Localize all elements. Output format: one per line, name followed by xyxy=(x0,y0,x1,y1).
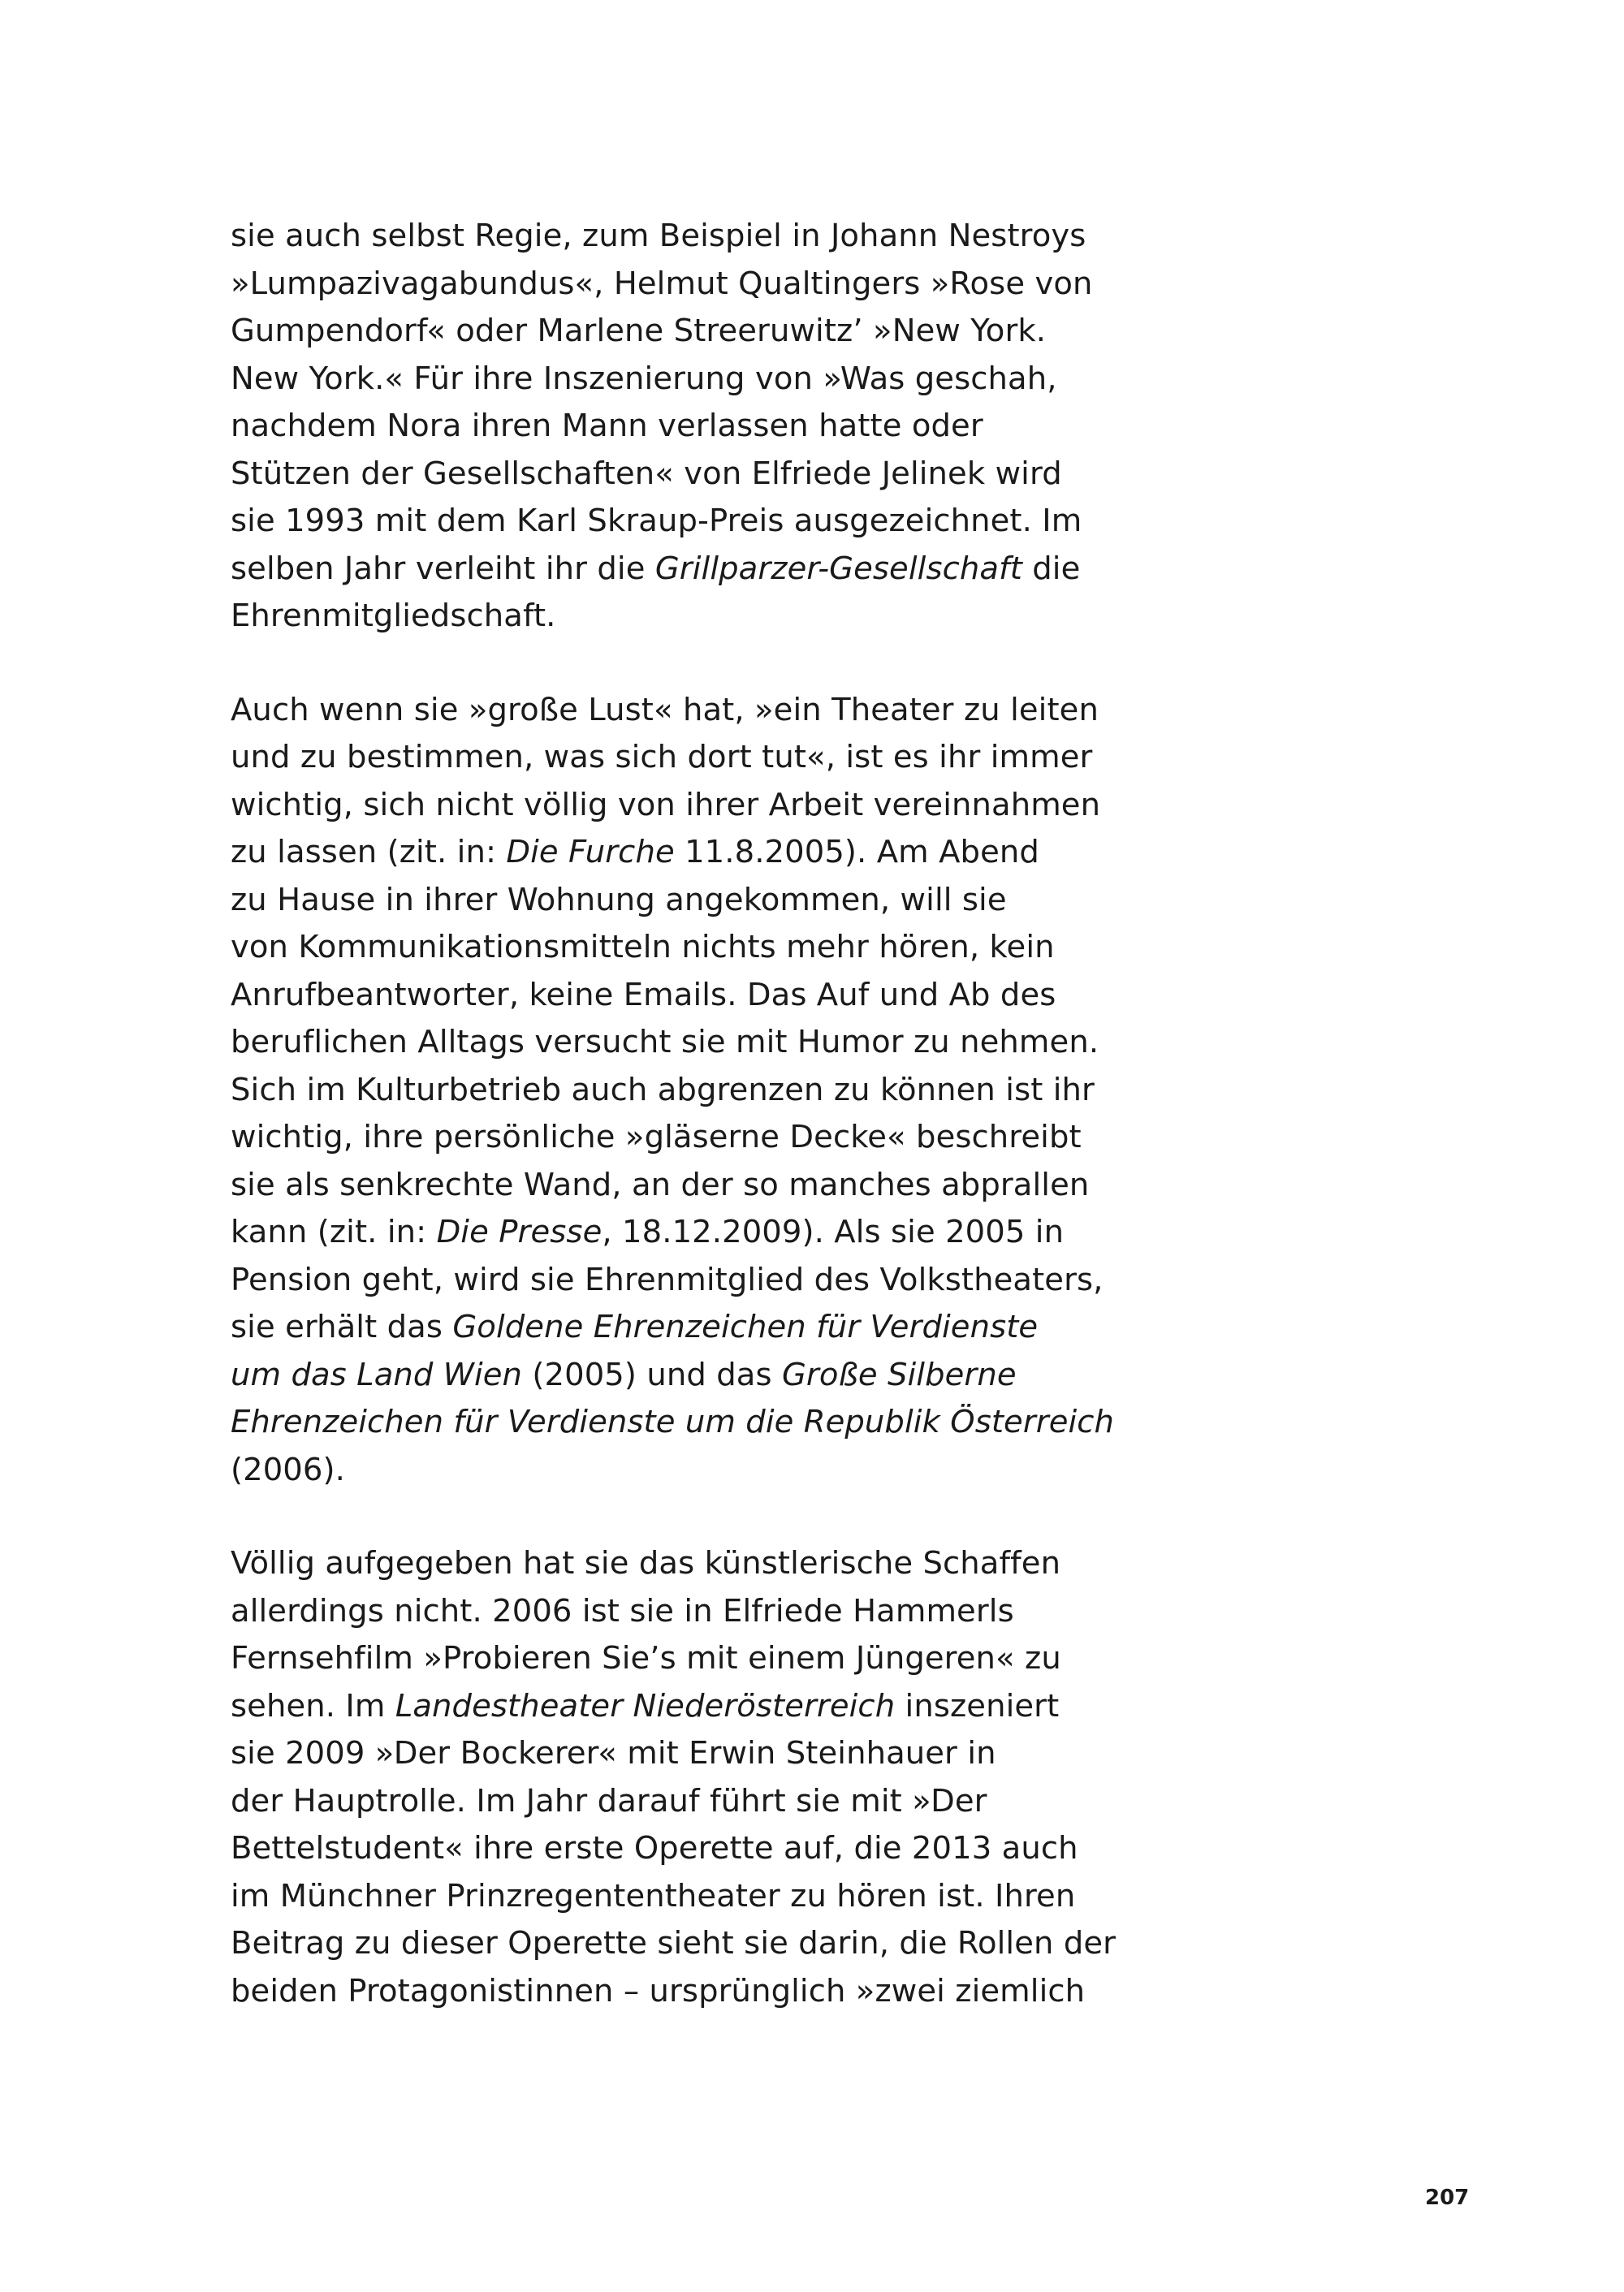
text-line xyxy=(231,1778,1173,1826)
body-text xyxy=(231,213,1173,2015)
text-line xyxy=(231,1019,1173,1067)
text-line xyxy=(231,1635,1173,1683)
italic-text-run: Ehrenzeichen für Verdienste um die Republik Österreich xyxy=(231,1404,1115,1440)
text-run: wichtig, sich nicht völlig von ihrer Arbeit vereinnahmen xyxy=(231,786,1101,823)
text-run: sehen. Im xyxy=(231,1687,395,1724)
text-run: und zu bestimmen, was sich dort tut«, ist es ihr immer xyxy=(231,739,1093,775)
text-line xyxy=(231,308,1173,356)
text-line xyxy=(231,924,1173,972)
italic-text-run: Große Silberne xyxy=(781,1356,1017,1393)
text-run: New York.« Für ihre Inszenierung von »Was geschah, xyxy=(231,360,1057,397)
text-run: zu lassen (zit. in: xyxy=(231,834,507,870)
text-line xyxy=(231,877,1173,925)
text-run: inszeniert xyxy=(895,1687,1060,1724)
text-line xyxy=(231,593,1173,641)
text-run: Beitrag zu dieser Operette sieht sie darin, die Rollen der xyxy=(231,1925,1116,1962)
text-run: zu Hause in ihrer Wohnung angekommen, will sie xyxy=(231,881,1007,918)
text-line xyxy=(231,1067,1173,1115)
text-line xyxy=(231,1968,1173,2016)
text-run: allerdings nicht. 2006 ist sie in Elfriede Hammerls xyxy=(231,1592,1014,1629)
text-line xyxy=(231,403,1173,451)
page-number: 207 xyxy=(1425,2186,1470,2210)
italic-text-run: Die Furche xyxy=(506,834,675,870)
text-line xyxy=(231,1304,1173,1352)
text-run: (2005) und das xyxy=(522,1356,782,1393)
text-line xyxy=(231,1352,1173,1400)
text-run: Auch wenn sie »große Lust« hat, »ein Theater zu leiten xyxy=(231,691,1099,728)
text-run: Anrufbeantworter, keine Emails. Das Auf und Ab des xyxy=(231,976,1056,1013)
text-run: Bettelstudent« ihre erste Operette auf, die 2013 auch xyxy=(231,1830,1078,1867)
italic-text-run: um das Land Wien xyxy=(231,1356,523,1393)
text-line xyxy=(231,1683,1173,1731)
text-line xyxy=(231,1114,1173,1162)
text-run: sie als senkrechte Wand, an der so manches abprallen xyxy=(231,1166,1090,1203)
text-line xyxy=(231,829,1173,877)
paragraph xyxy=(231,213,1173,641)
text-run: (2006). xyxy=(231,1451,345,1488)
text-run: beruflichen Alltags versucht sie mit Humor zu nehmen. xyxy=(231,1024,1099,1060)
text-run: , 18.12.2009). Als sie 2005 in xyxy=(602,1214,1065,1250)
text-run: Völlig aufgegeben hat sie das künstlerische Schaffen xyxy=(231,1545,1061,1582)
text-line xyxy=(231,451,1173,499)
text-line xyxy=(231,1873,1173,1921)
text-run: sie 1993 mit dem Karl Skraup-Preis ausgezeichnet. Im xyxy=(231,503,1082,539)
italic-text-run: Goldene Ehrenzeichen für Verdienste xyxy=(452,1309,1039,1345)
text-line xyxy=(231,356,1173,404)
text-line xyxy=(231,1162,1173,1210)
text-line xyxy=(231,1920,1173,1968)
text-line xyxy=(231,1209,1173,1257)
text-run: beiden Protagonistinnen – ursprünglich »zwei ziemlich xyxy=(231,1972,1086,2009)
text-run: Fernsehfilm »Probieren Sie’s mit einem Jüngeren« zu xyxy=(231,1640,1061,1677)
text-run: kann (zit. in: xyxy=(231,1214,437,1250)
text-run: von Kommunikationsmitteln nichts mehr hören, kein xyxy=(231,929,1055,965)
paragraph xyxy=(231,687,1173,1495)
text-run: sie erhält das xyxy=(231,1309,453,1345)
text-run: Stützen der Gesellschaften« von Elfriede Jelinek wird xyxy=(231,455,1062,492)
text-line xyxy=(231,213,1173,261)
text-line xyxy=(231,1540,1173,1588)
text-run: Gumpendorf« oder Marlene Streeruwitz’ »New York. xyxy=(231,313,1047,349)
text-line xyxy=(231,1447,1173,1495)
text-line xyxy=(231,734,1173,782)
text-line xyxy=(231,261,1173,309)
text-run: selben Jahr verleiht ihr die xyxy=(231,550,655,587)
italic-text-run: Die Presse xyxy=(436,1214,603,1250)
text-run: Sich im Kulturbetrieb auch abgrenzen zu können ist ihr xyxy=(231,1071,1095,1108)
text-run: sie auch selbst Regie, zum Beispiel in Johann Nestroys xyxy=(231,218,1086,254)
text-run: »Lumpazivagabundus«, Helmut Qualtingers »Rose von xyxy=(231,265,1093,302)
text-line xyxy=(231,782,1173,830)
text-line xyxy=(231,1825,1173,1873)
italic-text-run: Grillparzer-Gesellschaft xyxy=(654,550,1022,587)
paragraph xyxy=(231,1540,1173,2015)
text-line xyxy=(231,546,1173,594)
text-run: wichtig, ihre persönliche »gläserne Decke« beschreibt xyxy=(231,1119,1082,1155)
italic-text-run: Landestheater Niederösterreich xyxy=(395,1687,896,1724)
text-line xyxy=(231,687,1173,735)
text-line xyxy=(231,498,1173,546)
text-line xyxy=(231,1257,1173,1305)
text-line xyxy=(231,1399,1173,1447)
text-line xyxy=(231,972,1173,1020)
text-run: 11.8.2005). Am Abend xyxy=(674,834,1039,870)
text-run: Ehrenmitgliedschaft. xyxy=(231,598,556,634)
text-line xyxy=(231,1730,1173,1778)
text-run: Pension geht, wird sie Ehrenmitglied des Volkstheaters, xyxy=(231,1261,1104,1298)
text-run: sie 2009 »Der Bockerer« mit Erwin Steinhauer in xyxy=(231,1735,996,1772)
text-run: nachdem Nora ihren Mann verlassen hatte oder xyxy=(231,408,983,444)
text-run: im Münchner Prinzregententheater zu hören ist. Ihren xyxy=(231,1877,1076,1914)
text-run: die xyxy=(1021,550,1081,587)
text-line xyxy=(231,1588,1173,1636)
text-run: der Hauptrolle. Im Jahr darauf führt sie mit »Der xyxy=(231,1782,987,1819)
